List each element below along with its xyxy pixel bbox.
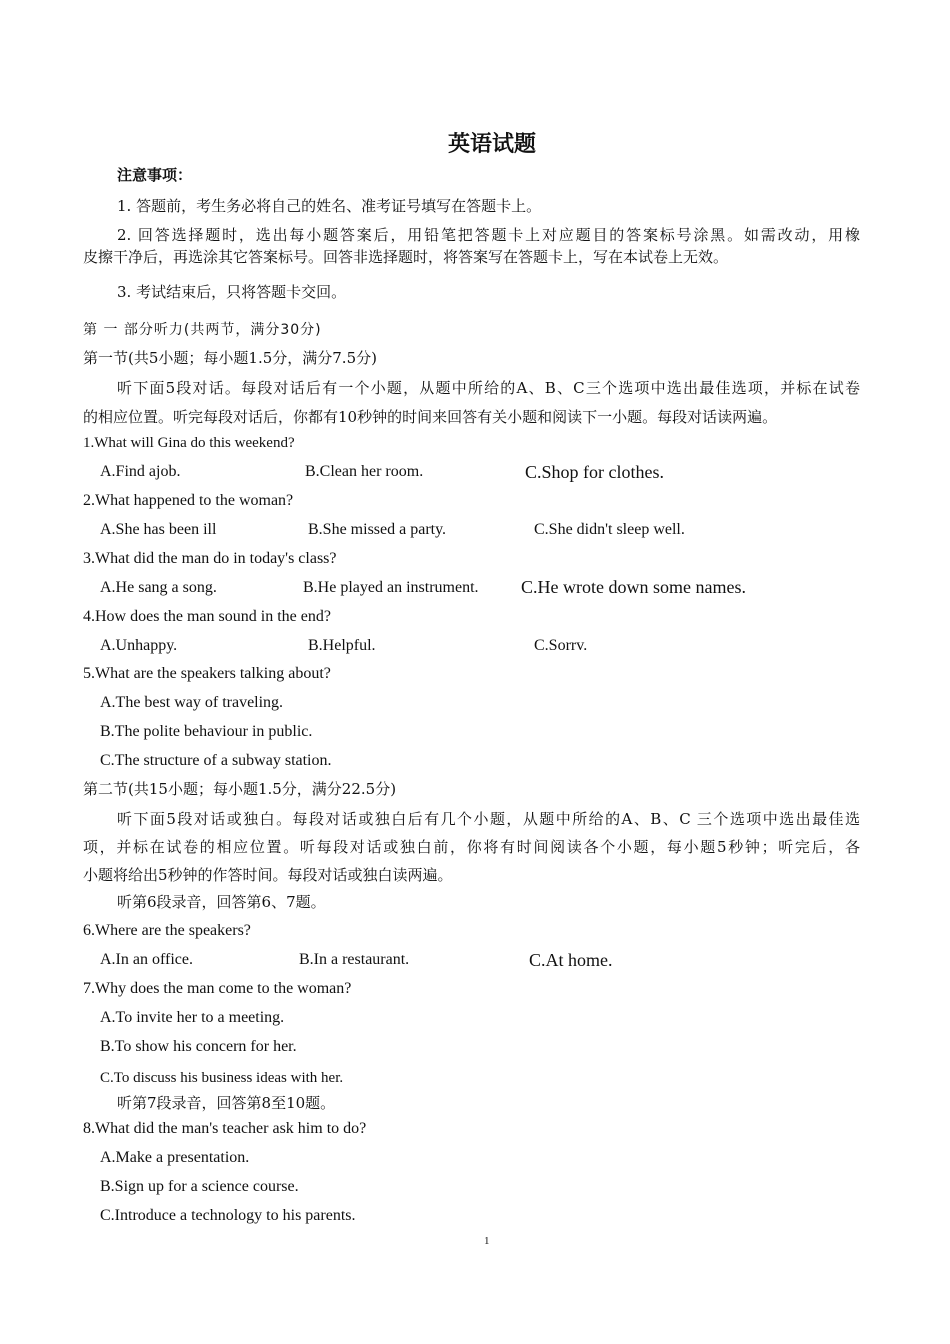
q7-option-b: B.To show his concern for her. bbox=[100, 1038, 297, 1055]
q5-option-b: B.The polite behaviour in public. bbox=[100, 723, 313, 740]
question-3: 3.What did the man do in today's class? bbox=[83, 550, 337, 567]
page-title: 英语试题 bbox=[448, 132, 537, 157]
q3-option-a: A.He sang a song. bbox=[100, 579, 217, 596]
q8-option-a: A.Make a presentation. bbox=[100, 1149, 250, 1166]
notice-item-3: 3. 考试结束后，只将答题卡交回。 bbox=[117, 283, 347, 301]
q2-option-a: A.She has been ill bbox=[100, 521, 217, 538]
question-5: 5.What are the speakers talking about? bbox=[83, 665, 331, 682]
q2-option-c: C.She didn't sleep well. bbox=[534, 521, 685, 538]
q1-option-c: C.Shop for clothes. bbox=[525, 462, 664, 482]
section1-heading: 第一节(共5小题；每小题1.5分，满分7.5分) bbox=[83, 349, 377, 367]
question-6: 6.Where are the speakers? bbox=[83, 922, 251, 939]
q6-option-a: A.In an office. bbox=[100, 951, 193, 968]
section1-instructions-2: 的相应位置。听完每段对话后，你都有10秒钟的时间来回答有关小题和阅读下一小题。每段对话读两遍。 bbox=[83, 408, 778, 426]
q4-option-c: C.Sorrv. bbox=[534, 637, 588, 654]
question-2: 2.What happened to the woman? bbox=[83, 492, 294, 509]
q5-option-a: A.The best way of traveling. bbox=[100, 694, 284, 711]
section1-instructions-1: 听下面5段对话。每段对话后有一个小题，从题中所给的A、B、C三个选项中选出最佳选项，并标在试卷 bbox=[117, 379, 860, 397]
q6-option-c: C.At home. bbox=[529, 950, 613, 970]
q8-option-b: B.Sign up for a science course. bbox=[100, 1178, 299, 1195]
audio-7-instruction: 听第7段录音，回答第8至10题。 bbox=[117, 1094, 336, 1112]
q7-option-c: C.To discuss his business ideas with her. bbox=[100, 1070, 344, 1086]
q7-option-a: A.To invite her to a meeting. bbox=[100, 1009, 285, 1026]
notice-item-2-cont: 皮擦干净后，再选涂其它答案标号。回答非选择题时，将答案写在答题卡上，写在本试卷上无效。 bbox=[83, 248, 729, 266]
q4-option-a: A.Unhappy. bbox=[100, 637, 178, 654]
q6-option-b: B.In a restaurant. bbox=[299, 951, 410, 968]
section2-heading: 第二节(共15小题；每小题1.5分，满分22.5分) bbox=[83, 780, 397, 798]
q2-option-b: B.She missed a party. bbox=[308, 521, 447, 538]
notice-item-1: 1. 答题前，考生务必将自己的姓名、准考证号填写在答题卡上。 bbox=[117, 197, 542, 215]
section2-instructions-3: 小题将给出5秒钟的作答时间。每段对话或独白读两遍。 bbox=[83, 866, 453, 884]
q3-option-b: B.He played an instrument. bbox=[303, 579, 479, 596]
page-number: 1 bbox=[484, 1235, 490, 1247]
question-7: 7.Why does the man come to the woman? bbox=[83, 980, 352, 997]
q5-option-c: C.The structure of a subway station. bbox=[100, 752, 332, 769]
section2-instructions-1: 听下面5段对话或独白。每段对话或独白后有几个小题，从题中所给的A、B、C 三个选项中选出最佳选 bbox=[117, 810, 860, 828]
notice-item-2: 2. 回答选择题时，选出每小题答案后，用铅笔把答题卡上对应题目的答案标号涂黑。如需改动，用橡 bbox=[117, 226, 860, 244]
q1-option-b: B.Clean her room. bbox=[305, 463, 424, 480]
notice-heading: 注意事项： bbox=[117, 166, 193, 184]
question-8: 8.What did the man's teacher ask him to do? bbox=[83, 1120, 367, 1137]
audio-6-instruction: 听第6段录音，回答第6、7题。 bbox=[117, 893, 326, 911]
q1-option-a: A.Find ajob. bbox=[100, 463, 181, 480]
q8-option-c: C.Introduce a technology to his parents. bbox=[100, 1207, 356, 1224]
q3-option-c: C.He wrote down some names. bbox=[521, 577, 746, 597]
question-1: 1.What will Gina do this weekend? bbox=[83, 435, 295, 451]
part1-heading: 第 一 部分听力(共两节，满分30分) bbox=[83, 322, 322, 338]
section2-instructions-2: 项，并标在试卷的相应位置。听每段对话或独白前，你将有时间阅读各个小题，每小题5秒钟；听完后，各 bbox=[83, 838, 860, 856]
question-4: 4.How does the man sound in the end? bbox=[83, 608, 331, 625]
q4-option-b: B.Helpful. bbox=[308, 637, 376, 654]
